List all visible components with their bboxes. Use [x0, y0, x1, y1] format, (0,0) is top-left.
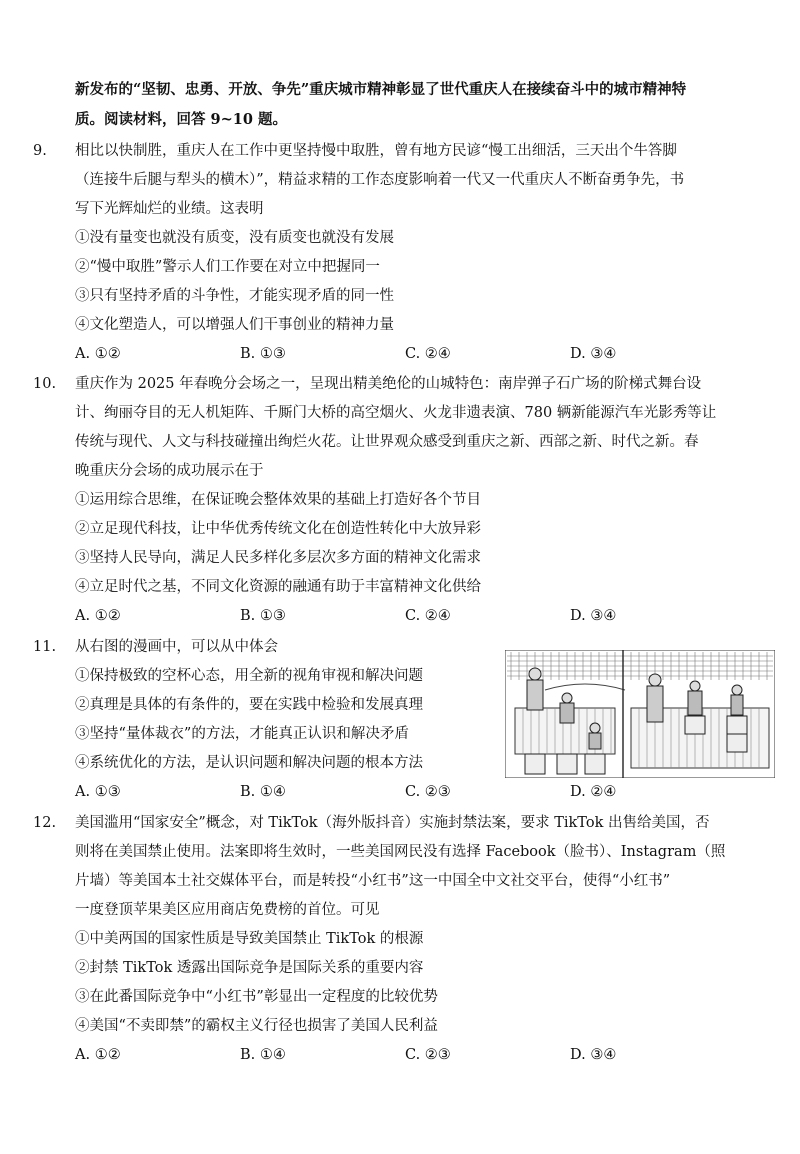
statement-2: ②立足现代科技，让中华优秀传统文化在创造性转化中大放异彩	[75, 521, 481, 537]
question-stem-line: 写下光辉灿烂的业绩。这表明	[75, 201, 264, 217]
choice-c[interactable]: C. ②③	[405, 1047, 451, 1063]
question-stem-line: 从右图的漫画中，可以从中体会	[75, 639, 278, 655]
statement-4: ④系统优化的方法，是认识问题和解决问题的根本方法	[75, 755, 423, 771]
choice-b[interactable]: B. ①③	[240, 608, 286, 624]
question-stem-line: 片墙）等美国本土社交媒体平台，而是转投“小红书”这一中国全中文社交平台，使得“小红书”	[75, 873, 671, 889]
question-number: 9.	[33, 143, 47, 159]
choice-d[interactable]: D. ②④	[570, 784, 617, 800]
statement-4: ④美国“不卖即禁”的霸权主义行径也损害了美国人民利益	[75, 1018, 438, 1034]
question-stem-line: 则将在美国禁止使用。法案即将生效时，一些美国网民没有选择 Facebook（脸书）、Instagram（照	[75, 844, 726, 860]
choice-a[interactable]: A. ①②	[75, 608, 121, 624]
question-stem-line: 美国滥用“国家安全”概念，对 TikTok（海外版抖音）实施封禁法案，要求 TikTok 出售给美国，否	[75, 815, 710, 831]
question-stem-line: 重庆作为 2025 年春晚分会场之一，呈现出精美绝伦的山城特色：南岸弹子石广场的阶梯式舞台设	[75, 376, 702, 392]
statement-1: ①没有量变也就没有质变，没有质变也就没有发展	[75, 230, 394, 246]
choice-d[interactable]: D. ③④	[570, 608, 617, 624]
intro-line-1: 新发布的“坚韧、忠勇、开放、争先”重庆城市精神彰显了世代重庆人在接续奋斗中的城市精神特	[75, 81, 687, 98]
question-number: 10.	[33, 376, 57, 392]
statement-2: ②真理是具体的有条件的，要在实践中检验和发展真理	[75, 697, 423, 713]
statement-1: ①运用综合思维，在保证晚会整体效果的基础上打造好各个节目	[75, 492, 481, 508]
choice-a[interactable]: A. ①②	[75, 346, 121, 362]
question-number: 12.	[33, 815, 57, 831]
statement-3: ③坚持“量体裁衣”的方法，才能真正认识和解决矛盾	[75, 726, 409, 742]
choice-c[interactable]: C. ②③	[405, 784, 451, 800]
choice-a[interactable]: A. ①③	[75, 784, 121, 800]
choice-d[interactable]: D. ③④	[570, 1047, 617, 1063]
statement-3: ③坚持人民导向，满足人民多样化多层次多方面的精神文化需求	[75, 550, 481, 566]
choice-b[interactable]: B. ①③	[240, 346, 286, 362]
choice-b[interactable]: B. ①④	[240, 1047, 286, 1063]
statement-3: ③只有坚持矛盾的斗争性，才能实现矛盾的同一性	[75, 288, 394, 304]
statement-2: ②“慢中取胜”警示人们工作要在对立中把握同一	[75, 259, 380, 275]
cartoon-svg	[505, 650, 775, 778]
choice-a[interactable]: A. ①②	[75, 1047, 121, 1063]
question-stem-line: 传统与现代、人文与科技碰撞出绚烂火花。让世界观众感受到重庆之新、西部之新、时代之新。春	[75, 434, 699, 450]
intro-line-2: 质。阅读材料，回答 9~10 题。	[75, 111, 288, 128]
statement-4: ④文化塑造人，可以增强人们干事创业的精神力量	[75, 317, 394, 333]
statement-3: ③在此番国际竞争中“小红书”彰显出一定程度的比较优势	[75, 989, 438, 1005]
statement-1: ①中美两国的国家性质是导致美国禁止 TikTok 的根源	[75, 931, 424, 947]
choice-b[interactable]: B. ①④	[240, 784, 286, 800]
question-stem-line: 一度登顶苹果美区应用商店免费榜的首位。可见	[75, 902, 380, 918]
question-stem-line: 相比以快制胜，重庆人在工作中更坚持慢中取胜，曾有地方民谚“慢工出细活，三天出个牛答脚	[75, 143, 677, 159]
question-stem-line: 计、绚丽夺目的无人机矩阵、千厮门大桥的高空烟火、火龙非遗表演、780 辆新能源汽车光影秀等让	[75, 405, 717, 421]
question-number: 11.	[33, 639, 57, 655]
choice-d[interactable]: D. ③④	[570, 346, 617, 362]
choice-c[interactable]: C. ②④	[405, 608, 451, 624]
statement-2: ②封禁 TikTok 透露出国际竞争是国际关系的重要内容	[75, 960, 424, 976]
question-stem-line: （连接牛后腿与犁头的横木）”，精益求精的工作态度影响着一代又一代重庆人不断奋勇争先，书	[75, 172, 685, 188]
statement-1: ①保持极致的空杯心态，用全新的视角审视和解决问题	[75, 668, 423, 684]
statement-4: ④立足时代之基，不同文化资源的融通有助于丰富精神文化供给	[75, 579, 481, 595]
choice-c[interactable]: C. ②④	[405, 346, 451, 362]
question-stem-line: 晚重庆分会场的成功展示在于	[75, 463, 264, 479]
fence-crowd-illustration	[505, 650, 775, 778]
